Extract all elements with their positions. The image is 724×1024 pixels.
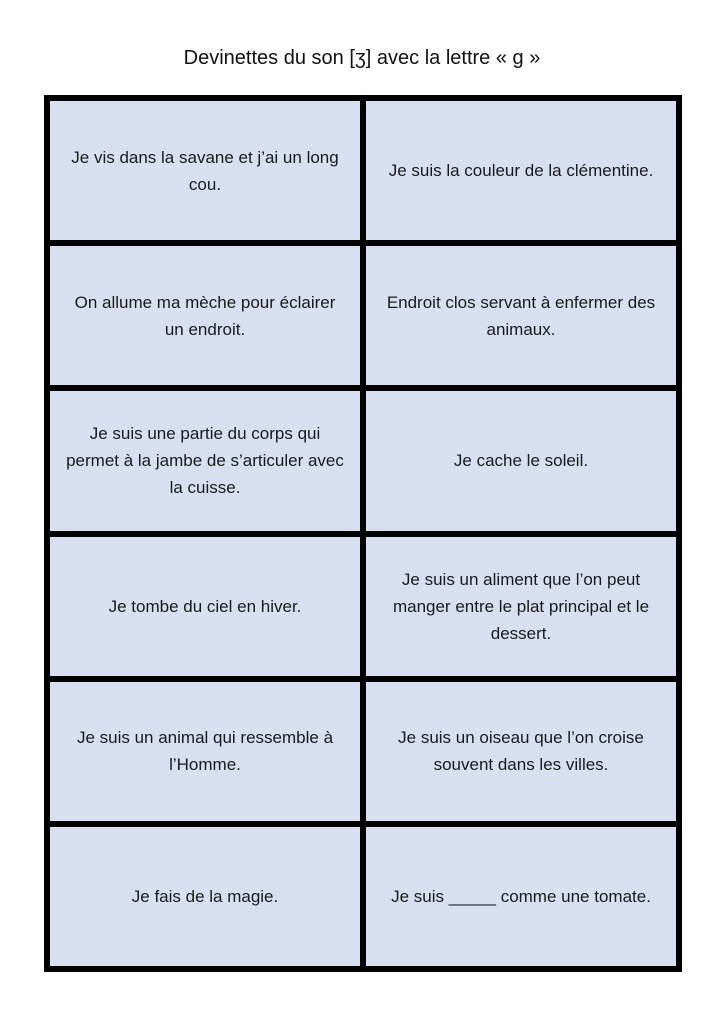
riddle-card-genou	[50, 391, 360, 530]
riddle-card-rouge	[366, 827, 676, 966]
riddle-card-neige	[50, 537, 360, 676]
riddle-card-grid	[44, 95, 682, 972]
riddle-text: Je suis un oiseau que l’on croise souvent dans les villes.	[398, 728, 644, 775]
riddle-card-magicien	[50, 827, 360, 966]
riddle-card-pigeon	[366, 682, 676, 821]
riddle-card-cage	[366, 246, 676, 385]
riddle-card-bougie	[50, 246, 360, 385]
riddle-text: Je suis une partie du corps qui permet à la jambe de s’articuler avec la cuisse.	[66, 424, 344, 498]
riddle-text: Je suis un animal qui ressemble à l’Homme.	[76, 728, 334, 775]
riddle-text: Je suis un aliment que l’on peut manger entre le plat principal et le dessert.	[392, 569, 650, 643]
riddle-text: Je suis la couleur de la clémentine.	[388, 161, 654, 181]
riddle-text: Endroit clos servant à enfermer des animaux.	[386, 292, 656, 339]
riddle-card-singe	[50, 682, 360, 821]
riddle-text: Je fais de la magie.	[131, 886, 279, 906]
riddle-card-girafe	[50, 101, 360, 240]
riddle-text: Je suis _____ comme une tomate.	[391, 886, 651, 906]
riddle-card-fromage	[366, 537, 676, 676]
riddle-text: Je cache le soleil.	[453, 451, 589, 471]
page-title: Devinettes du son [ʒ] avec la lettre « g »	[183, 47, 541, 69]
riddle-text: On allume ma mèche pour éclairer un endroit.	[74, 292, 336, 339]
riddle-card-orange	[366, 101, 676, 240]
riddle-text: Je tombe du ciel en hiver.	[108, 596, 302, 616]
riddle-card-nuage	[366, 391, 676, 530]
riddle-text: Je vis dans la savane et j’ai un long cou.	[71, 147, 339, 194]
